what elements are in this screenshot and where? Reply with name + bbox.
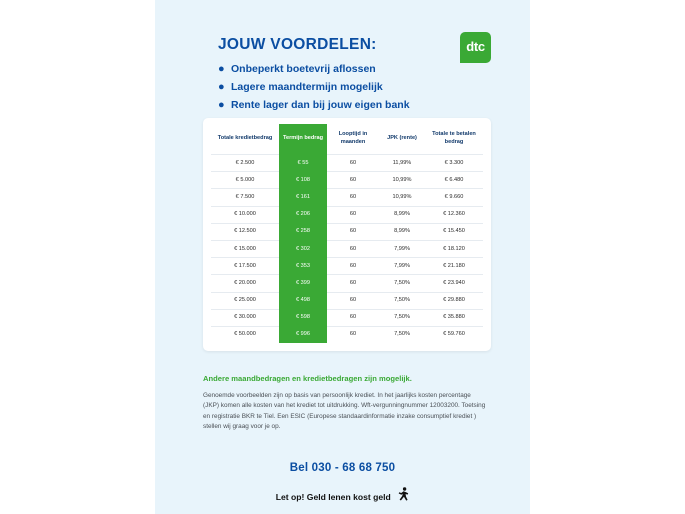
bullet-icon: ● xyxy=(218,81,225,93)
table-cell: 7,99% xyxy=(379,258,425,275)
table-cell: € 108 xyxy=(279,172,327,189)
table-cell: 60 xyxy=(327,258,379,275)
rates-table-card xyxy=(203,118,491,351)
table-cell: € 12.360 xyxy=(425,206,483,223)
benefits-list xyxy=(218,62,508,116)
table-cell: € 23.940 xyxy=(425,275,483,292)
table-header-row xyxy=(211,124,483,155)
disclaimer-body: Genoemde voorbeelden zijn op basis van persoonlijk krediet. In het jaarlijks kosten percentage (JKP) komen alle kosten van het krediet tot uitdrukking. Wft-vergunningnummer 12003200. Toetsing en registratie BKR te Tiel. Een ESIC (Europese standaardinformatie inzake consumptief krediet ) stellen wij graag voor je op. xyxy=(203,392,486,431)
list-item xyxy=(218,62,508,77)
table-cell: € 3.300 xyxy=(425,155,483,172)
table-row xyxy=(211,189,483,206)
table-cell: 10,99% xyxy=(379,189,425,206)
table-cell: 60 xyxy=(327,240,379,257)
table-cell: € 5.000 xyxy=(211,172,279,189)
warning-banner xyxy=(155,487,530,506)
benefit-label: Rente lager dan bij jouw eigen bank xyxy=(231,99,410,111)
table-cell: € 996 xyxy=(279,326,327,343)
table-cell: € 399 xyxy=(279,275,327,292)
page-title: JOUW VOORDELEN: xyxy=(218,36,377,53)
table-header-cell: JPK (rente) xyxy=(387,135,417,141)
disclaimer-block xyxy=(203,374,488,433)
table-cell: € 18.120 xyxy=(425,240,483,257)
table-row xyxy=(211,223,483,240)
benefit-label: Onbeperkt boetevrij aflossen xyxy=(231,63,376,75)
table-cell: 60 xyxy=(327,326,379,343)
running-person-icon xyxy=(398,487,409,506)
table-row xyxy=(211,206,483,223)
table-cell: 60 xyxy=(327,223,379,240)
benefit-label: Lagere maandtermijn mogelijk xyxy=(231,81,383,93)
table-cell: € 15.000 xyxy=(211,240,279,257)
table-cell: € 9.660 xyxy=(425,189,483,206)
table-cell: € 353 xyxy=(279,258,327,275)
table-cell: € 59.760 xyxy=(425,326,483,343)
table-cell: € 55 xyxy=(279,155,327,172)
table-cell: € 598 xyxy=(279,309,327,326)
table-header-cell: Termijn bedrag xyxy=(279,124,327,155)
table-header-cell: Totale te betalen bedrag xyxy=(432,131,476,145)
table-row xyxy=(211,172,483,189)
table-cell: € 2.500 xyxy=(211,155,279,172)
table-cell: € 15.450 xyxy=(425,223,483,240)
table-cell: 7,50% xyxy=(379,309,425,326)
disclaimer-title: Andere maandbedragen en kredietbedragen zijn mogelijk. xyxy=(203,374,412,383)
table-cell: € 161 xyxy=(279,189,327,206)
bullet-icon: ● xyxy=(218,63,225,75)
flyer-panel xyxy=(155,0,530,514)
table-cell: € 12.500 xyxy=(211,223,279,240)
table-cell: € 20.000 xyxy=(211,275,279,292)
brand-logo-label: dtc xyxy=(466,39,485,54)
table-row xyxy=(211,275,483,292)
table-row xyxy=(211,240,483,257)
table-cell: 8,99% xyxy=(379,223,425,240)
table-cell: € 10.000 xyxy=(211,206,279,223)
table-cell: 60 xyxy=(327,189,379,206)
list-item xyxy=(218,80,508,95)
rates-table xyxy=(211,124,483,343)
table-cell: € 7.500 xyxy=(211,189,279,206)
list-item xyxy=(218,98,508,113)
table-cell: 7,50% xyxy=(379,326,425,343)
table-row xyxy=(211,155,483,172)
table-cell: € 258 xyxy=(279,223,327,240)
table-cell: 11,99% xyxy=(379,155,425,172)
table-cell: 60 xyxy=(327,292,379,309)
table-cell: € 29.880 xyxy=(425,292,483,309)
table-cell: € 206 xyxy=(279,206,327,223)
table-cell: € 50.000 xyxy=(211,326,279,343)
table-cell: 8,99% xyxy=(379,206,425,223)
table-cell: € 17.500 xyxy=(211,258,279,275)
table-row xyxy=(211,309,483,326)
table-cell: 60 xyxy=(327,155,379,172)
table-cell: 7,50% xyxy=(379,275,425,292)
flyer-header xyxy=(155,24,530,114)
table-cell: € 21.180 xyxy=(425,258,483,275)
bullet-icon: ● xyxy=(218,99,225,111)
table-cell: € 302 xyxy=(279,240,327,257)
table-cell: 7,99% xyxy=(379,240,425,257)
table-cell: 60 xyxy=(327,206,379,223)
table-cell: € 498 xyxy=(279,292,327,309)
phone-number[interactable]: Bel 030 - 68 68 750 xyxy=(289,462,396,474)
table-cell: € 30.000 xyxy=(211,309,279,326)
table-cell: 60 xyxy=(327,172,379,189)
table-cell: € 6.480 xyxy=(425,172,483,189)
table-cell: 60 xyxy=(327,275,379,292)
table-cell: € 25.000 xyxy=(211,292,279,309)
brand-logo xyxy=(460,32,491,63)
table-cell: 60 xyxy=(327,309,379,326)
warning-label: Let op! Geld lenen kost geld xyxy=(275,491,391,502)
table-header-cell: Totale kredietbedrag xyxy=(217,135,273,141)
table-cell: € 35.880 xyxy=(425,309,483,326)
table-header-cell: Looptijd in maanden xyxy=(338,131,368,145)
table-cell: 7,50% xyxy=(379,292,425,309)
table-row xyxy=(211,258,483,275)
table-row xyxy=(211,292,483,309)
table-cell: 10,99% xyxy=(379,172,425,189)
table-row xyxy=(211,326,483,343)
